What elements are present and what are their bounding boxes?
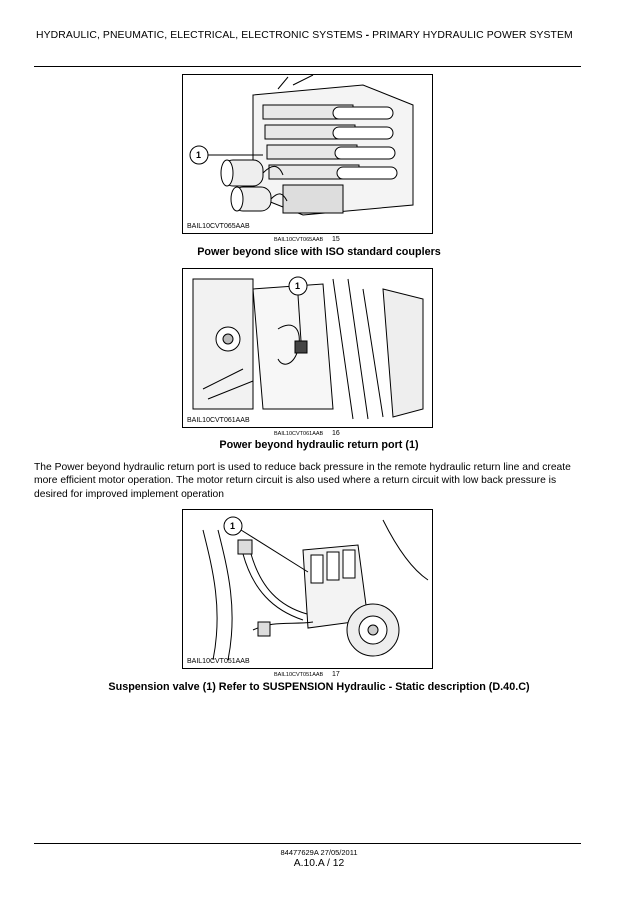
figure-15-ref-code: BAIL10CVT065AAB bbox=[274, 237, 324, 243]
figure-15-image bbox=[182, 74, 433, 234]
suspension-valve-drawing bbox=[183, 510, 432, 668]
page-header bbox=[36, 30, 602, 41]
figure-16-number: 16 bbox=[332, 430, 340, 437]
figure-17-ref-code: BAIL10CVT051AAB bbox=[274, 672, 324, 678]
figure-17-code: BAIL10CVT051AAB bbox=[187, 658, 250, 665]
figure-16-callout: 1 bbox=[295, 281, 301, 291]
header-separator: - bbox=[362, 30, 373, 41]
figure-17-image bbox=[182, 509, 433, 669]
figure-16-image bbox=[182, 268, 433, 428]
footer-rule bbox=[34, 843, 581, 844]
valve-stack-drawing bbox=[183, 75, 432, 233]
body-paragraph: The Power beyond hydraulic return port is used to reduce back pressure in the remote hydraulic return line and create more efficient motor operation. The motor return circuit is also used where a return circuit with low back pressure is desired for improved implement operation bbox=[34, 462, 571, 500]
footer-page-number: A.10.A / 12 bbox=[293, 858, 345, 869]
figure-15-callout: 1 bbox=[196, 150, 202, 160]
figure-15-number: 15 bbox=[332, 236, 340, 243]
header-title-part1: HYDRAULIC, PNEUMATIC, ELECTRICAL, ELECTRONIC SYSTEMS bbox=[36, 30, 363, 41]
return-port-drawing bbox=[183, 269, 432, 427]
header-rule bbox=[34, 66, 581, 67]
figure-17-callout: 1 bbox=[230, 521, 236, 531]
figure-16-code: BAIL10CVT061AAB bbox=[187, 417, 250, 424]
figure-17-number: 17 bbox=[332, 671, 340, 678]
header-title-part2: PRIMARY HYDRAULIC POWER SYSTEM bbox=[372, 30, 573, 41]
figure-17-caption: Suspension valve (1) Refer to SUSPENSION Hydraulic - Static description (D.40.C) bbox=[108, 681, 530, 693]
figure-16-caption: Power beyond hydraulic return port (1) bbox=[219, 439, 419, 451]
figure-15-code: BAIL10CVT065AAB bbox=[187, 223, 250, 230]
figure-16-ref-code: BAIL10CVT061AAB bbox=[274, 431, 324, 437]
footer-doc-id: 84477629A 27/05/2011 bbox=[280, 848, 358, 857]
figure-15-caption: Power beyond slice with ISO standard couplers bbox=[197, 246, 441, 258]
